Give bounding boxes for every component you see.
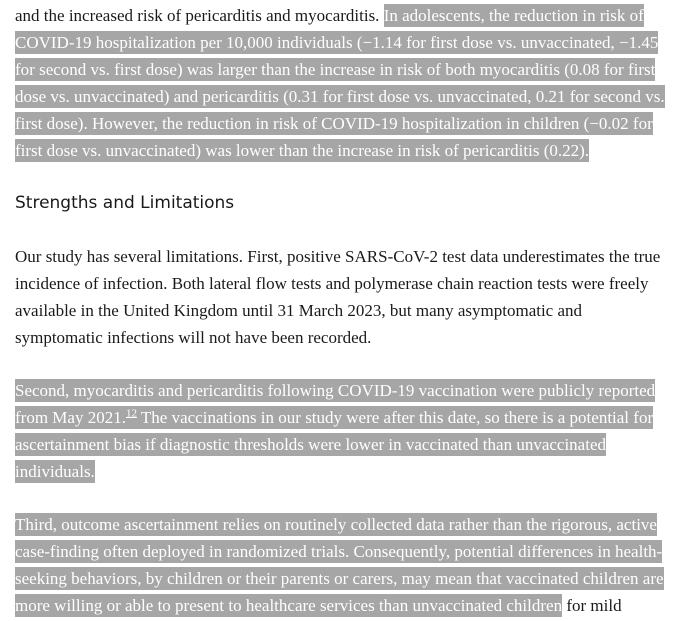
paragraph-text: and the increased risk of pericarditis and myocarditis. — [15, 6, 384, 25]
paragraph-text: for mild — [562, 596, 622, 615]
reference-link[interactable]: 12 — [125, 407, 137, 420]
highlighted-text-part: The vaccinations in our study were after this date, so there is a potential for ascertainment bias if diagnostic thresholds were lower in vaccinated than unvaccinated individuals. — [15, 408, 654, 481]
highlighted-text-part: Second, myocarditis and pericarditis following COVID-19 vaccination were publicly reported from May 2021. — [15, 381, 656, 427]
paragraph-limitations-second — [15, 377, 670, 485]
section-heading: Strengths and Limitations — [15, 193, 235, 213]
paragraph-limitations-first — [15, 243, 670, 351]
highlighted-text[interactable] — [15, 379, 655, 483]
highlighted-text[interactable]: Third, outcome ascertainment relies on routinely collected data rather than the rigorous, active case-finding often deployed in randomized trials. Consequently, potential differences in health-seeking behaviors, by children or their parents or carers, may mean that vaccinated children are more willing or able to present to healthcare services than unvaccinated children — [15, 515, 664, 615]
paragraph-benefit-risk — [15, 2, 670, 164]
paragraph-limitations-third — [15, 511, 670, 619]
highlighted-text[interactable]: In adolescents, the reduction in risk of COVID-19 hospitalization per 10,000 individuals (−1.14 for first dose vs. unvaccinated, −1.45 for second vs. first dose) was larger than the increase in risk of both myocarditis (0.08 for first dose vs. unvaccinated) and pericarditis (0.31 for first dose vs. unvaccinated, 0.21 for second vs. first dose). However, the reduction in risk of COVID-19 hospitalization in children (−0.02 for first dose vs. unvaccinated) was lower than the increase in risk of pericarditis (0.22). — [15, 6, 665, 160]
paragraph-text: Our study has several limitations. First, positive SARS-CoV-2 test data underestimates the true incidence of infection. Both lateral flow tests and polymerase chain reaction tests were freely available in the United Kingdom until 31 March 2023, but many asymptomatic and symptomatic infections will not have been recorded. — [15, 247, 661, 347]
article-body — [15, 2, 670, 619]
